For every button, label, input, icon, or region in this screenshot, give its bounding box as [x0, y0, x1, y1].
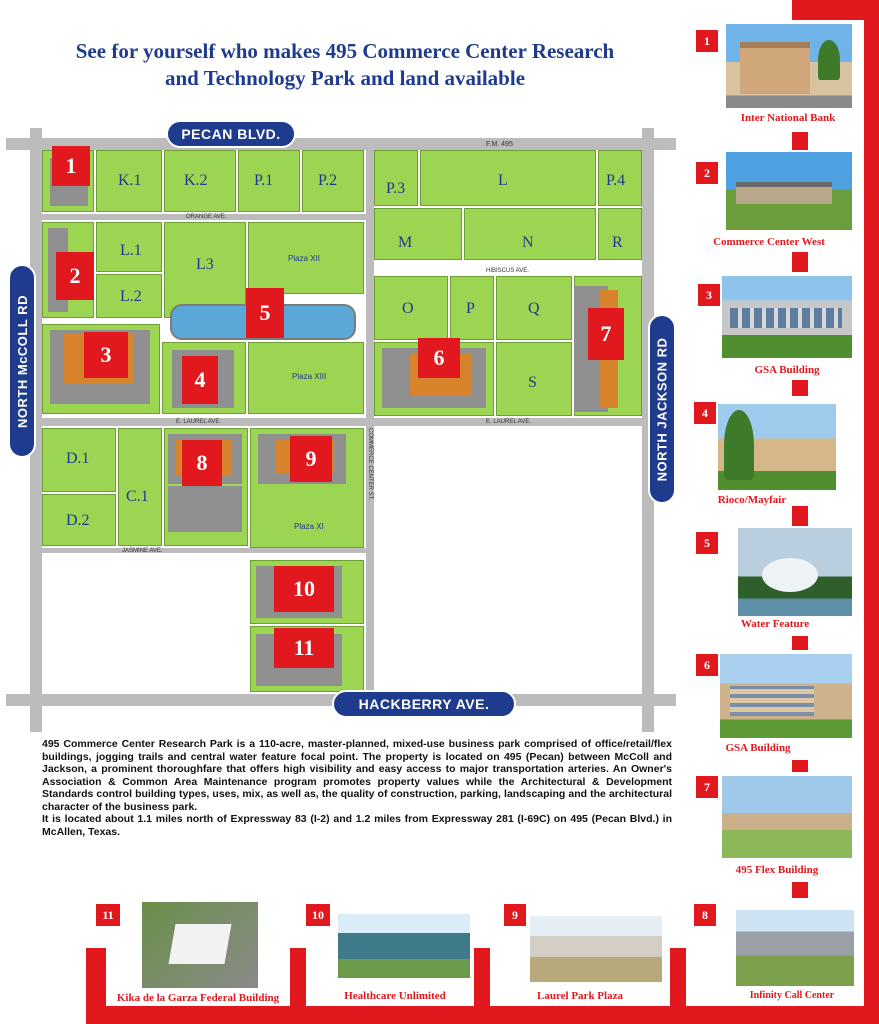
lot-m	[374, 208, 462, 260]
page-headline	[30, 38, 660, 92]
photo-rioco-mayfair	[718, 404, 836, 490]
fountain-spray-shape	[762, 558, 818, 592]
marker-3: 3	[84, 332, 128, 378]
lot-n-label: N	[522, 234, 534, 251]
card-9-caption: Laurel Park Plaza	[537, 990, 623, 1002]
undeveloped-area-east	[396, 458, 642, 694]
photo-gsa-building-3	[722, 276, 852, 358]
rioco-palm-shape	[724, 410, 754, 480]
commerce-center-label: COMMERCE CENTER ST.	[367, 428, 373, 501]
photo-kika-de-la-garza	[142, 902, 258, 988]
lot-o-label: O	[402, 300, 414, 317]
marker-6: 6	[418, 338, 460, 378]
fm-495-label: F.M. 495	[486, 141, 513, 148]
gsa-windows-shape	[730, 308, 842, 328]
undeveloped-area-west	[42, 560, 246, 694]
lot-c1-label: C.1	[126, 488, 149, 505]
lot-d1-label: D.1	[66, 450, 90, 467]
lot-k1-label: K.1	[118, 172, 142, 189]
north-mccoll-label: NORTH McCOLL RD	[14, 294, 30, 428]
jasmine-ave-road	[42, 548, 368, 553]
lot-l2-label: L.2	[120, 288, 142, 305]
photo-laurel-park-plaza	[530, 916, 662, 982]
lot-m-label: M	[398, 234, 413, 251]
red-frame-right-strip-outer	[864, 0, 879, 1024]
bank-building-shape	[740, 42, 810, 94]
card-5-number: 5	[696, 532, 718, 554]
red-frame-bottom-riser-2	[290, 948, 306, 1024]
card-7-caption: 495 Flex Building	[735, 864, 819, 876]
card-4-caption: Rioco/Mayfair	[717, 494, 787, 506]
card-3-number: 3	[698, 284, 720, 306]
lot-l1-label: L.1	[120, 242, 142, 259]
lot-p4-label: P.4	[606, 172, 626, 189]
marker-9: 9	[290, 436, 332, 482]
card-1-number: 1	[696, 30, 718, 52]
commerce-center-road	[366, 150, 374, 694]
marker-11: 11	[274, 628, 334, 668]
marker-1: 1	[52, 146, 90, 186]
hibiscus-ave-label: HIBISCUS AVE.	[486, 268, 529, 274]
park-description	[42, 738, 672, 838]
card-9-number: 9	[504, 904, 526, 926]
site-map	[6, 128, 676, 732]
red-frame-top	[792, 0, 879, 20]
lot-p3-label: P.3	[386, 180, 406, 197]
commerce-west-building-shape	[736, 182, 832, 204]
pecan-blvd-label: PECAN BLVD.	[181, 126, 281, 142]
photo-infinity-call-center	[736, 910, 854, 986]
marker-2: 2	[56, 252, 94, 300]
card-8-caption: Infinity Call Center	[749, 990, 835, 1001]
north-jackson-sign	[648, 314, 676, 504]
card-8-number: 8	[694, 904, 716, 926]
pecan-road	[6, 138, 676, 150]
lot-plaza-xii-label: Plaza XII	[288, 254, 321, 263]
lot-q-label: Q	[528, 300, 540, 317]
lot-r-label: R	[612, 234, 623, 251]
card-10-caption: Healthcare Unlimited	[344, 990, 446, 1002]
orange-ave-label: ORANGE AVE.	[186, 214, 227, 220]
photo-gsa-building-6	[720, 654, 852, 738]
headline-line-1: See for yourself who makes 495 Commerce Center Research	[75, 39, 615, 63]
card-6-caption: GSA Building	[725, 742, 791, 754]
card-2-caption: Commerce Center West	[713, 236, 825, 248]
jasmine-ave-label: JASMINE AVE.	[122, 548, 163, 554]
marker-4: 4	[182, 356, 218, 404]
card-3-caption: GSA Building	[754, 364, 820, 376]
red-frame-bottom-riser-3	[474, 948, 490, 1024]
red-frame-bottom-riser-4	[670, 948, 686, 1024]
hackberry-ave-label: HACKBERRY AVE.	[358, 696, 490, 712]
lot-l-east-label: L	[498, 172, 508, 189]
lot-p-label: P	[466, 300, 475, 317]
pecan-blvd-sign	[166, 120, 296, 148]
description-paragraph-2: It is located about 1.1 miles north of Expressway 83 (I-2) and 1.2 miles from Expressway 281 (I-69C) on 495 (Pecan Blvd.) in McAllen, Texas.	[42, 813, 672, 838]
card-7-number: 7	[696, 776, 718, 798]
photo-water-feature	[738, 528, 852, 616]
lot-d2-label: D.2	[66, 512, 90, 529]
kika-roof-shape	[168, 924, 231, 964]
marker-7: 7	[588, 308, 624, 360]
marker-8: 8	[182, 440, 222, 486]
lot-s-label: S	[528, 374, 537, 391]
gsa-6-windows-shape	[730, 686, 814, 716]
laurel-ave-road	[42, 418, 642, 426]
north-jackson-label: NORTH JACKSON RD	[654, 337, 670, 481]
card-1-caption: Inter National Bank	[740, 112, 836, 124]
photo-inter-national-bank	[726, 24, 852, 108]
card-4-number: 4	[694, 402, 716, 424]
card-2-number: 2	[696, 162, 718, 184]
photo-healthcare-unlimited	[338, 914, 470, 978]
card-10-number: 10	[306, 904, 330, 926]
card-11-caption: Kika de la Garza Federal Building	[116, 992, 280, 1004]
lot-plaza-xiii-label: Plaza XIII	[292, 372, 327, 381]
photo-commerce-center-west	[726, 152, 852, 230]
red-frame-bottom-riser-1	[86, 948, 106, 1024]
north-mccoll-sign	[8, 264, 36, 458]
marker-10: 10	[274, 566, 334, 612]
laurel-ave-west-label: E. LAUREL AVE.	[176, 419, 222, 425]
lot-plaza-xi-label: Plaza XI	[294, 522, 324, 531]
description-paragraph-1: 495 Commerce Center Research Park is a 110-acre, master-planned, mixed-use business park comprised of office/retail/flex buildings, jogging trails and central water feature focal point. The property is located on 495 (Pecan) between McColl and Jackson, a prominent thoroughfare that offers high visibility and easy access to major transportation arteries. An Owner's Association & Common Area Maintenance program promotes property values while the Architectural & Development Standards control building types, uses, mix, as well as, the quality of construction, parking, landscaping and the architectural character of the business park.	[42, 738, 672, 813]
headline-line-2: and Technology Park and land available	[164, 66, 526, 90]
hackberry-ave-sign	[332, 690, 516, 718]
parking-8	[168, 486, 242, 532]
lot-l-east	[420, 150, 596, 206]
laurel-ave-east-label: E. LAUREL AVE.	[486, 419, 532, 425]
lot-k2-label: K.2	[184, 172, 208, 189]
palm-tree-shape	[818, 40, 840, 80]
lot-p1-label: P.1	[254, 172, 274, 189]
card-5-caption: Water Feature	[740, 618, 810, 630]
lot-l3-label: L3	[196, 256, 214, 273]
marker-5: 5	[246, 288, 284, 338]
lot-c1	[118, 428, 162, 546]
photo-495-flex-building	[722, 776, 852, 858]
card-11-number: 11	[96, 904, 120, 926]
lot-p2-label: P.2	[318, 172, 338, 189]
card-6-number: 6	[696, 654, 718, 676]
